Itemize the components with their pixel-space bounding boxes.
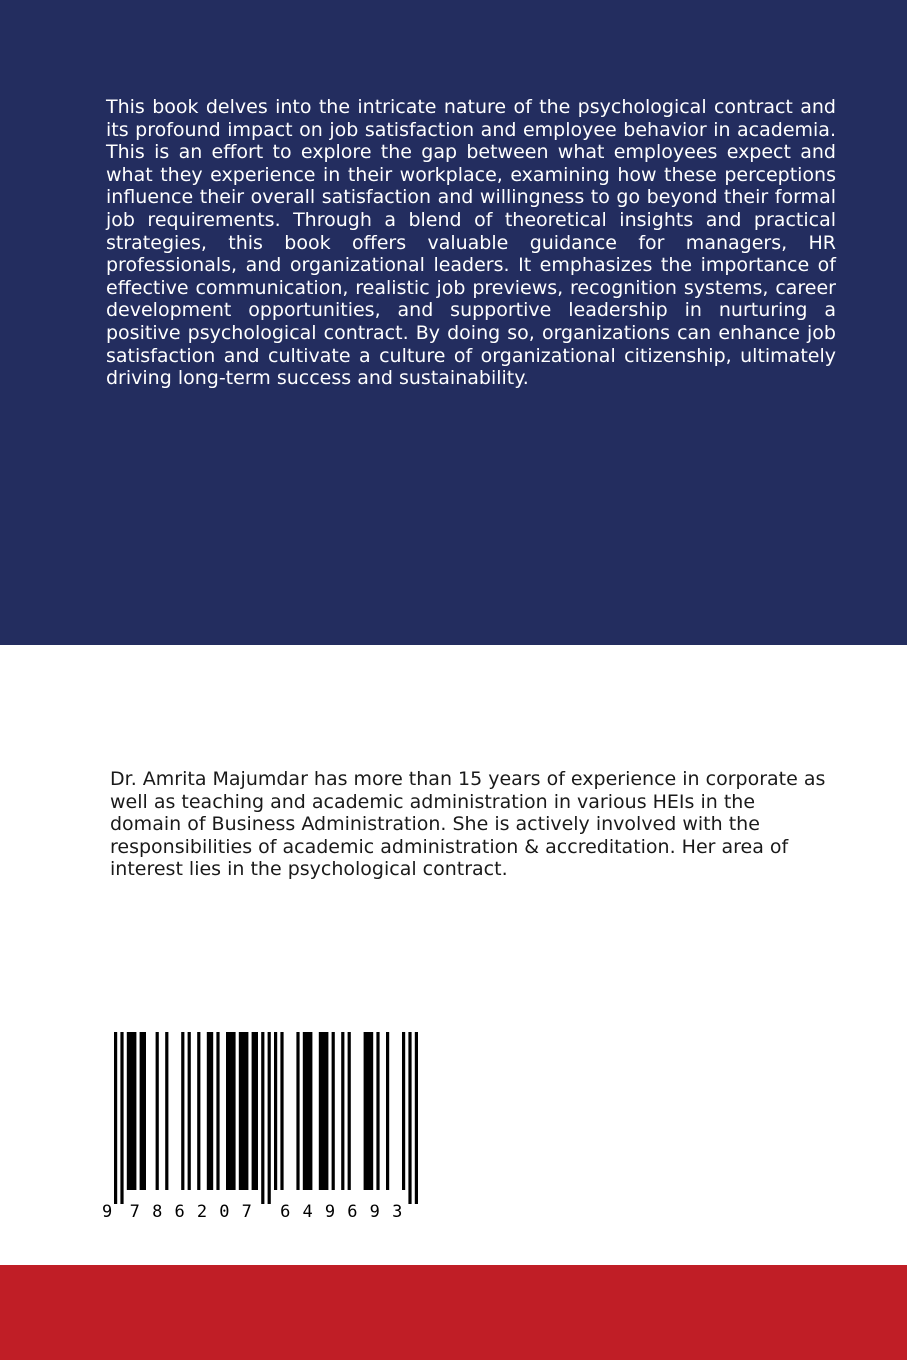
barcode-bar [296, 1032, 299, 1190]
barcode-digit: 4 [302, 1202, 313, 1222]
barcode-bar [140, 1032, 146, 1190]
barcode-bar [252, 1032, 258, 1190]
barcode-bar [207, 1032, 213, 1190]
barcode-bar [364, 1032, 374, 1190]
barcode-bar [239, 1032, 249, 1190]
barcode-bar [386, 1032, 389, 1190]
barcode-bar [341, 1032, 344, 1190]
barcode-bar [197, 1032, 200, 1190]
barcode-digit: 9 [369, 1202, 380, 1222]
barcode-digit: 6 [174, 1202, 185, 1222]
barcode-bar [376, 1032, 379, 1190]
book-blurb: This book delves into the intricate nature of the psychological contract and its profound impact on job satisfaction and employee behavior in academia. This is an effort to explore the gap between what employees expect and what they experience in their workplace, examining how these perceptions influence their overall satisfaction and willingness to go beyond their formal job requirements. Through a blend of theoretical insights and practical strategies, this book offers valuable guidance for managers, HR professionals, and organizational leaders. It emphasizes the importance of effective communication, realistic job previews, recognition systems, career development opportunities, and supportive leadership in nurturing a positive psychological contract. By doing so, organizations can enhance job satisfaction and cultivate a culture of organizational citizenship, ultimately driving long-term success and sustainability. [106, 96, 836, 390]
barcode-bar [165, 1032, 168, 1190]
barcode-bar [216, 1032, 219, 1190]
barcode-digit: 2 [196, 1202, 208, 1222]
barcode-digit: 8 [152, 1202, 163, 1222]
barcode-digit: 3 [392, 1202, 403, 1222]
author-bio: Dr. Amrita Majumdar has more than 15 years of experience in corporate as well as teaching and academic administration in various HEIs in the domain of Business Administration. She is actively involved with the responsibilities of academic administration & accreditation. Her area of interest lies in the psychological contract. [110, 768, 826, 881]
barcode-bar [181, 1032, 184, 1190]
barcode-digit: 7 [129, 1202, 140, 1222]
barcode-guard-bar [120, 1032, 123, 1204]
barcode-guard-bar [415, 1032, 418, 1204]
barcode-bar [348, 1032, 351, 1190]
barcode-digit: 6 [347, 1202, 358, 1222]
barcode-digit: 7 [241, 1202, 252, 1222]
barcode-bar [156, 1032, 159, 1190]
barcode-guard-bar [268, 1032, 271, 1204]
barcode-digit: 9 [102, 1202, 113, 1222]
barcode-bar [226, 1032, 236, 1190]
blurb-panel [0, 0, 907, 645]
isbn-barcode [100, 1028, 420, 1222]
barcode-bar [332, 1032, 335, 1190]
barcode-digit: 6 [280, 1202, 291, 1222]
barcode-bar [402, 1032, 405, 1190]
barcode-bar [280, 1032, 283, 1190]
barcode-guard-bar [261, 1032, 264, 1204]
barcode-digit: 0 [219, 1202, 230, 1222]
barcode-bar [274, 1032, 277, 1190]
barcode-bar [303, 1032, 313, 1190]
barcode-guard-bar [408, 1032, 411, 1204]
bottom-color-band [0, 1265, 907, 1360]
barcode-bar [188, 1032, 191, 1190]
barcode-bar [127, 1032, 137, 1190]
barcode-guard-bar [114, 1032, 117, 1204]
barcode-digit: 9 [324, 1202, 336, 1222]
barcode-bar [319, 1032, 329, 1190]
